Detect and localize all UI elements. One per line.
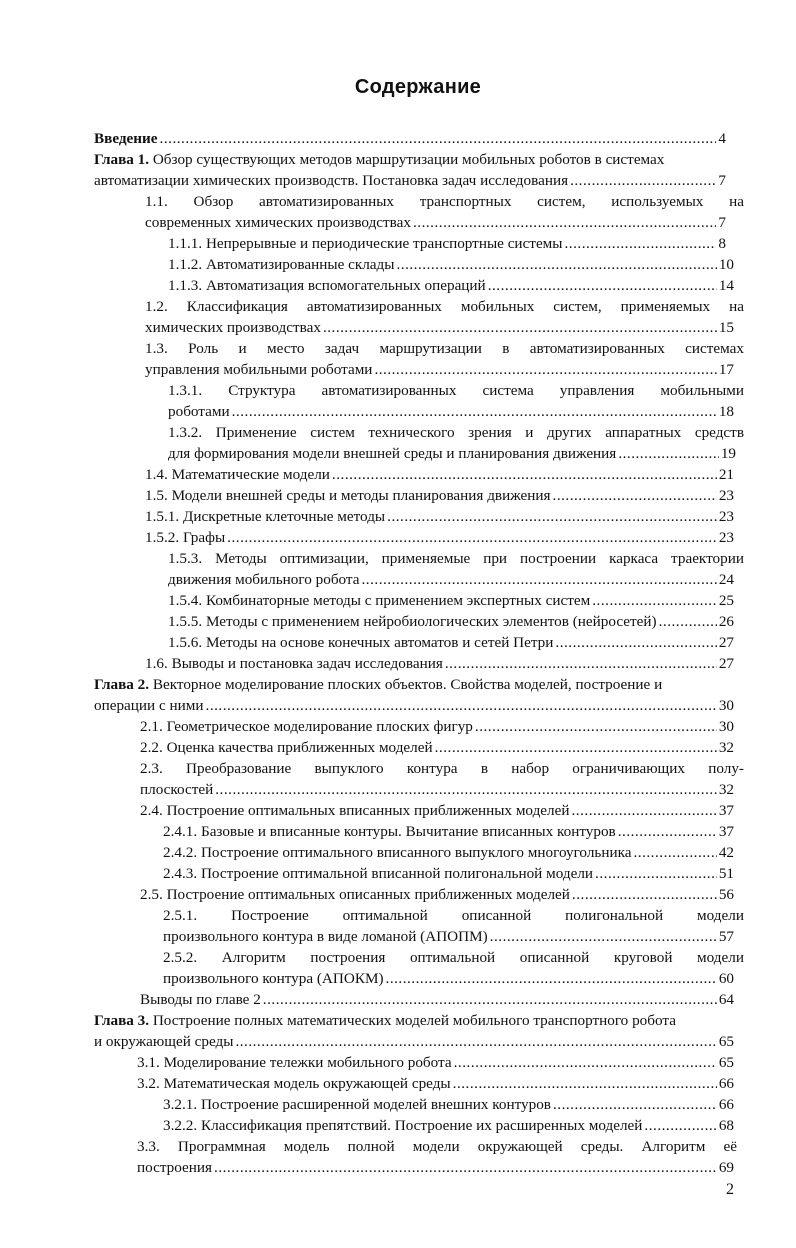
toc-page-number: 32 bbox=[718, 739, 734, 756]
toc-entry-2-3-cont[interactable] bbox=[140, 779, 734, 800]
toc-entry-label: 3.3. Программная модель полной модели окружающей среды. Алгоритм её bbox=[137, 1138, 737, 1155]
dot-leader bbox=[214, 1157, 717, 1178]
toc-entry-label: 1.1.1. Непрерывные и периодические транспортные системы bbox=[168, 235, 563, 252]
toc-entry-3-2-1[interactable] bbox=[163, 1094, 734, 1115]
toc-entry-label: 1.5.6. Методы на основе конечных автоматов и сетей Петри bbox=[168, 634, 554, 651]
toc-page-number: 23 bbox=[718, 529, 734, 546]
toc-entry-label: 1.1.3. Автоматизация вспомогательных операций bbox=[168, 277, 486, 294]
toc-entry-label: 1.4. Математические модели bbox=[145, 466, 330, 483]
toc-page-number: 19 bbox=[720, 445, 736, 462]
toc-entry-label: 1.2. Классификация автоматизированных мобильных систем, применяемых на bbox=[145, 298, 744, 315]
toc-entry-1-3-1[interactable] bbox=[168, 380, 744, 401]
dot-leader bbox=[396, 254, 716, 275]
toc-page-number: 60 bbox=[718, 970, 734, 987]
toc-page-number: 68 bbox=[718, 1117, 734, 1134]
toc-entry-label: управления мобильными роботами bbox=[145, 361, 373, 378]
toc-page-number: 14 bbox=[718, 277, 734, 294]
toc-page-number: 37 bbox=[718, 823, 734, 840]
toc-entry-1-5-1[interactable] bbox=[145, 506, 734, 527]
toc-entry-2-5-2-cont[interactable] bbox=[163, 968, 734, 989]
toc-entry-label: 1.5.1. Дискретные клеточные методы bbox=[145, 508, 386, 525]
chapter-prefix: Глава 3. bbox=[94, 1012, 150, 1029]
dot-leader bbox=[386, 968, 717, 989]
dot-leader bbox=[565, 233, 717, 254]
toc-entry-label: 1.5.3. Методы оптимизации, применяемые при построении каркаса траектории bbox=[168, 550, 744, 567]
dot-leader bbox=[435, 737, 717, 758]
toc-entry-label: 1.1.2. Автоматизированные склады bbox=[168, 256, 395, 273]
toc-entry-label: 2.4.1. Базовые и вписанные контуры. Вычитание вписанных контуров bbox=[163, 823, 616, 840]
toc-page-number: 4 bbox=[718, 130, 726, 147]
toc-entry-1-1[interactable] bbox=[145, 191, 744, 212]
toc-entry-chapter-2-cont[interactable] bbox=[94, 695, 734, 716]
toc-entry-2-5-2[interactable] bbox=[163, 947, 744, 968]
toc-entry-label: 3.2.1. Построение расширенной моделей внешних контуров bbox=[163, 1096, 551, 1113]
toc-entry-2-5-1-cont[interactable] bbox=[163, 926, 734, 947]
dot-leader bbox=[555, 632, 716, 653]
toc-entry-chapter-3[interactable] bbox=[94, 1010, 744, 1031]
toc-entry-label: 3.2.2. Классификация препятствий. Построение их расширенных моделей bbox=[163, 1117, 643, 1134]
toc-page-number: 7 bbox=[718, 214, 726, 231]
dot-leader bbox=[160, 128, 717, 149]
dot-leader bbox=[592, 590, 717, 611]
toc-entry-label: 2.4. Построение оптимальных вписанных приближенных моделей bbox=[140, 802, 570, 819]
page-title: Содержание bbox=[354, 76, 482, 98]
toc-entry-label: 2.5.1. Построение оптимальной описанной полигональной модели bbox=[163, 907, 744, 924]
toc-entry-label: 2.3. Преобразование выпуклого контура в набор ограничивающих полу- bbox=[140, 760, 744, 777]
dot-leader bbox=[362, 569, 717, 590]
toc-entry-label: 1.3.1. Структура автоматизированных система управления мобильными bbox=[168, 382, 744, 399]
dot-leader bbox=[570, 170, 716, 191]
toc-entry-1-1-2[interactable] bbox=[168, 254, 734, 275]
dot-leader bbox=[454, 1052, 717, 1073]
toc-entry-label: 1.5.2. Графы bbox=[145, 529, 226, 546]
toc-page-number: 26 bbox=[718, 613, 734, 630]
toc-entry-introduction[interactable] bbox=[94, 128, 726, 149]
dot-leader bbox=[618, 821, 717, 842]
toc-entry-1-3-1-cont[interactable] bbox=[168, 401, 734, 422]
toc-page-number: 27 bbox=[718, 634, 734, 651]
toc-entry-2-4-2[interactable] bbox=[163, 842, 734, 863]
toc-page-number: 27 bbox=[718, 655, 734, 672]
dot-leader bbox=[374, 359, 716, 380]
toc-entry-label: 3.1. Моделирование тележки мобильного робота bbox=[137, 1054, 452, 1071]
toc-page-number: 21 bbox=[718, 466, 734, 483]
toc-entry-1-6[interactable] bbox=[145, 653, 734, 674]
toc-entry-label: 2.4.3. Построение оптимальной вписанной полигональной модели bbox=[163, 865, 594, 882]
toc-entry-label: 1.3.2. Применение систем технического зрения и других аппаратных средств bbox=[168, 424, 744, 441]
toc-entry-conclusions-2[interactable] bbox=[140, 989, 734, 1010]
dot-leader bbox=[633, 842, 716, 863]
dot-leader bbox=[572, 884, 717, 905]
toc-entry-2-5-1[interactable] bbox=[163, 905, 744, 926]
dot-leader bbox=[644, 1115, 716, 1136]
toc-page-number: 15 bbox=[718, 319, 734, 336]
dot-leader bbox=[215, 779, 717, 800]
toc-page-number: 18 bbox=[718, 403, 734, 420]
toc-entry-label: автоматизации химических производств. Постановка задач исследования bbox=[94, 172, 569, 189]
dot-leader bbox=[413, 212, 716, 233]
toc-entry-label: операции с ними bbox=[94, 697, 204, 714]
toc-entry-label: 2.5.2. Алгоритм построения оптимальной описанной круговой модели bbox=[163, 949, 744, 966]
toc-entry-1-2-cont[interactable] bbox=[145, 317, 734, 338]
dot-leader bbox=[490, 926, 717, 947]
toc-page-number: 23 bbox=[718, 508, 734, 525]
toc-page-number: 57 bbox=[718, 928, 734, 945]
toc-entry-1-5-3-cont[interactable] bbox=[168, 569, 734, 590]
toc-entry-1-5[interactable] bbox=[145, 485, 734, 506]
toc-page-number: 65 bbox=[718, 1033, 734, 1050]
toc-page-number: 42 bbox=[718, 844, 734, 861]
toc-entry-2-5[interactable] bbox=[140, 884, 734, 905]
toc-entry-label: 1.3. Роль и место задач маршрутизации в автоматизированных системах bbox=[145, 340, 744, 357]
toc-page-number: 10 bbox=[718, 256, 734, 273]
toc-entry-3-3[interactable] bbox=[137, 1136, 737, 1157]
toc-entry-label: плоскостей bbox=[140, 781, 214, 798]
dot-leader bbox=[227, 527, 717, 548]
toc-entry-3-2-2[interactable] bbox=[163, 1115, 734, 1136]
toc-entry-label: Построение полных математических моделей мобильного транспортного робота bbox=[152, 1012, 676, 1029]
dot-leader bbox=[595, 863, 717, 884]
toc-entry-2-1[interactable] bbox=[140, 716, 734, 737]
toc-entry-label: произвольного контура (АПОКМ) bbox=[163, 970, 384, 987]
chapter-prefix: Глава 2. bbox=[94, 676, 150, 693]
toc-entry-label: и окружающей среды bbox=[94, 1033, 234, 1050]
toc-entry-3-3-cont[interactable] bbox=[137, 1157, 734, 1178]
toc-entry-label: 2.1. Геометрическое моделирование плоских фигур bbox=[140, 718, 473, 735]
toc-entry-2-4-3[interactable] bbox=[163, 863, 734, 884]
dot-leader bbox=[332, 464, 717, 485]
toc-page-number: 30 bbox=[718, 718, 734, 735]
toc-entry-1-3-2[interactable] bbox=[168, 422, 744, 443]
toc-entry-2-4[interactable] bbox=[140, 800, 734, 821]
toc-entry-1-3-cont[interactable] bbox=[145, 359, 734, 380]
toc-entry-1-1-1[interactable] bbox=[168, 233, 726, 254]
toc-entry-1-5-2[interactable] bbox=[145, 527, 734, 548]
toc-entry-label: 1.6. Выводы и постановка задач исследования bbox=[145, 655, 443, 672]
toc-entry-1-5-6[interactable] bbox=[168, 632, 734, 653]
toc-entry-label: 1.5.4. Комбинаторные методы с применением экспертных систем bbox=[168, 592, 591, 609]
toc-entry-label: 1.1. Обзор автоматизированных транспортных систем, используемых на bbox=[145, 193, 744, 210]
toc-entry-3-1[interactable] bbox=[137, 1052, 734, 1073]
dot-leader bbox=[475, 716, 717, 737]
toc-page-number: 37 bbox=[718, 802, 734, 819]
toc-page-number: 64 bbox=[718, 991, 734, 1008]
toc-page-number: 69 bbox=[718, 1159, 734, 1176]
dot-leader bbox=[488, 275, 717, 296]
toc-entry-label: 2.4.2. Построение оптимального вписанного выпуклого многоугольника bbox=[163, 844, 632, 861]
toc-entry-2-4-1[interactable] bbox=[163, 821, 734, 842]
toc-page-number: 7 bbox=[718, 172, 726, 189]
toc-entry-2-2[interactable] bbox=[140, 737, 734, 758]
toc-entry-label: 2.2. Оценка качества приближенных моделей bbox=[140, 739, 433, 756]
toc-page-number: 66 bbox=[718, 1096, 734, 1113]
dot-leader bbox=[618, 443, 719, 464]
toc-entry-label: современных химических производствах bbox=[145, 214, 411, 231]
toc-entry-1-3[interactable] bbox=[145, 338, 744, 359]
dot-leader bbox=[232, 401, 717, 422]
toc-entry-label: роботами bbox=[168, 403, 230, 420]
dot-leader bbox=[387, 506, 717, 527]
dot-leader bbox=[453, 1073, 717, 1094]
toc-page-number: 17 bbox=[718, 361, 734, 378]
toc-entry-1-2[interactable] bbox=[145, 296, 744, 317]
toc-entry-1-5-4[interactable] bbox=[168, 590, 734, 611]
toc-page-number: 30 bbox=[718, 697, 734, 714]
toc-entry-label: 2.5. Построение оптимальных описанных приближенных моделей bbox=[140, 886, 570, 903]
toc-entry-chapter-2[interactable] bbox=[94, 674, 744, 695]
toc-entry-1-3-2-cont[interactable] bbox=[168, 443, 736, 464]
dot-leader bbox=[553, 485, 717, 506]
dot-leader bbox=[572, 800, 717, 821]
toc-page-number: 8 bbox=[718, 235, 726, 252]
toc-entry-label: движения мобильного робота bbox=[168, 571, 360, 588]
toc-entry-2-3[interactable] bbox=[140, 758, 744, 779]
toc-entry-chapter-1[interactable] bbox=[94, 149, 744, 170]
toc-entry-1-5-5[interactable] bbox=[168, 611, 734, 632]
page-number: 2 bbox=[726, 1181, 734, 1198]
toc-page-number: 56 bbox=[718, 886, 734, 903]
toc-entry-chapter-1-cont[interactable] bbox=[94, 170, 726, 191]
toc-entry-label: химических производствах bbox=[145, 319, 321, 336]
toc-entry-1-5-3[interactable] bbox=[168, 548, 744, 569]
dot-leader bbox=[553, 1094, 717, 1115]
toc-entry-label: 3.2. Математическая модель окружающей среды bbox=[137, 1075, 451, 1092]
dot-leader bbox=[659, 611, 717, 632]
toc-entry-label: произвольного контура в виде ломаной (АПОПМ) bbox=[163, 928, 488, 945]
toc-page-number: 66 bbox=[718, 1075, 734, 1092]
dot-leader bbox=[206, 695, 717, 716]
toc-entry-1-4[interactable] bbox=[145, 464, 734, 485]
toc-entry-1-1-3[interactable] bbox=[168, 275, 734, 296]
toc-entry-label: 1.5.5. Методы с применением нейробиологических элементов (нейросетей) bbox=[168, 613, 657, 630]
toc-entry-label: Векторное моделирование плоских объектов. Свойства моделей, построение и bbox=[152, 676, 663, 693]
dot-leader bbox=[445, 653, 717, 674]
toc-page-number: 32 bbox=[718, 781, 734, 798]
toc-entry-1-1-cont[interactable] bbox=[145, 212, 726, 233]
toc-page-number: 25 bbox=[718, 592, 734, 609]
toc-page-number: 51 bbox=[718, 865, 734, 882]
toc-entry-3-2[interactable] bbox=[137, 1073, 734, 1094]
toc-entry-label: для формирования модели внешней среды и планирования движения bbox=[168, 445, 617, 462]
toc-entry-label: Введение bbox=[94, 130, 158, 147]
dot-leader bbox=[323, 317, 717, 338]
toc-entry-label: построения bbox=[137, 1159, 213, 1176]
dot-leader bbox=[263, 989, 717, 1010]
toc-entry-label: Выводы по главе 2 bbox=[140, 991, 261, 1008]
chapter-prefix: Глава 1. bbox=[94, 151, 150, 168]
toc-page-number: 65 bbox=[718, 1054, 734, 1071]
toc-entry-label: 1.5. Модели внешней среды и методы планирования движения bbox=[145, 487, 551, 504]
dot-leader bbox=[235, 1031, 716, 1052]
toc-entry-chapter-3-cont[interactable] bbox=[94, 1031, 734, 1052]
toc-page-number: 23 bbox=[718, 487, 734, 504]
toc-page-number: 24 bbox=[718, 571, 734, 588]
toc-entry-label: Обзор существующих методов маршрутизации мобильных роботов в системах bbox=[152, 151, 665, 168]
